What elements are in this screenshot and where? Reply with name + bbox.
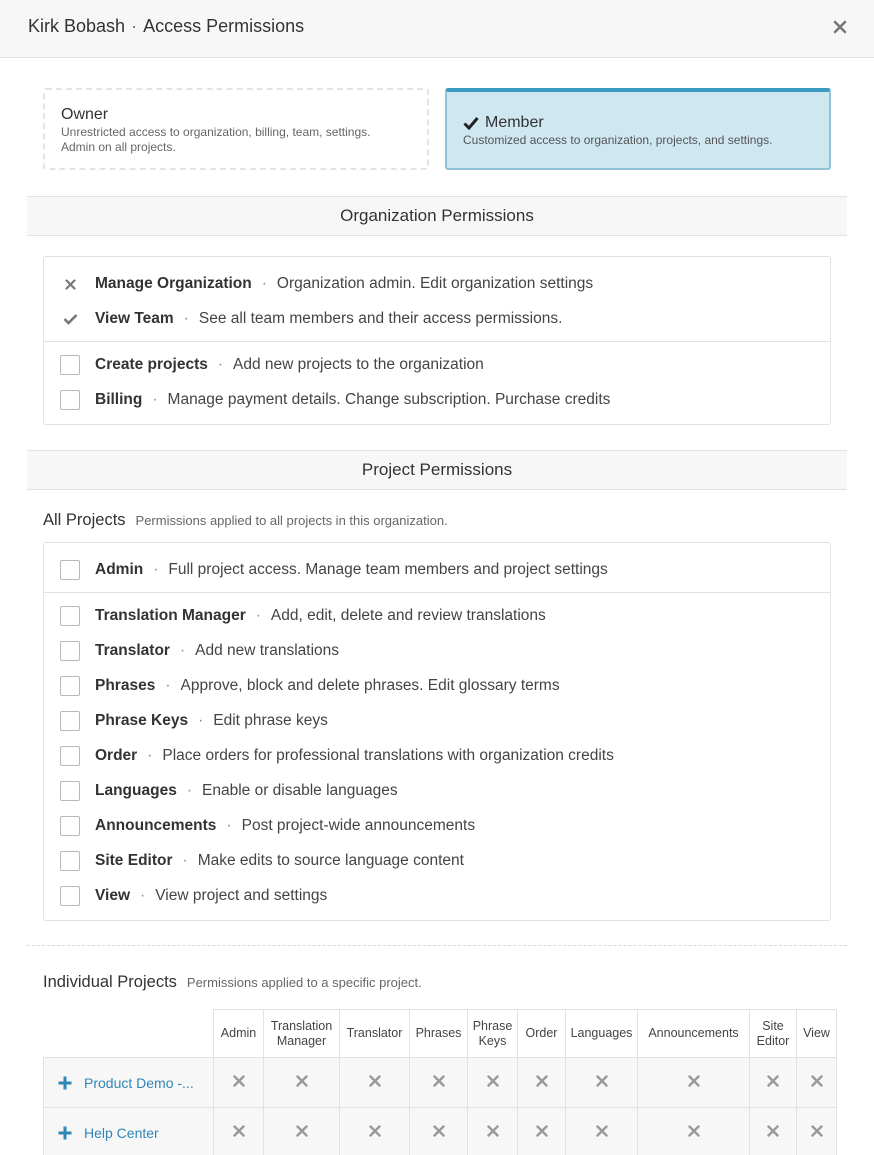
perm-name: View [95, 887, 131, 904]
perm-order [60, 745, 614, 767]
x-toggle-icon[interactable] [486, 1074, 500, 1088]
project-link[interactable] [58, 1075, 213, 1091]
col-label: Announcements [648, 1026, 739, 1040]
role-member-name: Member [485, 114, 544, 131]
x-toggle-icon[interactable] [595, 1074, 609, 1088]
plus-icon[interactable] [58, 1126, 72, 1140]
x-toggle-icon[interactable] [535, 1124, 549, 1138]
perm-translation-manager [60, 605, 546, 627]
table-row [44, 1058, 837, 1108]
permission-cell [410, 1058, 468, 1108]
admin-checkbox[interactable] [60, 560, 80, 580]
perm-announcements [60, 815, 475, 837]
permission-cell [797, 1058, 837, 1108]
phrase-keys-checkbox[interactable] [60, 711, 80, 731]
perm-name: Admin [95, 561, 144, 578]
perm-desc: Organization admin. Edit organization settings [276, 275, 594, 292]
role-owner-desc-line1: Unrestricted access to organization, billing, team, settings. [61, 125, 371, 139]
translator-checkbox[interactable] [60, 641, 80, 661]
denied-x-icon [60, 274, 80, 294]
user-name: Kirk Bobash [28, 16, 126, 36]
permission-cell [566, 1058, 638, 1108]
x-toggle-icon[interactable] [687, 1124, 701, 1138]
individual-projects-subheading [43, 973, 422, 992]
permission-cell [214, 1108, 264, 1155]
translation-manager-checkbox[interactable] [60, 606, 80, 626]
site-editor-checkbox[interactable] [60, 851, 80, 871]
individual-projects-table [43, 1009, 837, 1155]
all-projects-subheading [43, 511, 448, 530]
x-toggle-icon[interactable] [368, 1124, 382, 1138]
permission-cell [750, 1108, 797, 1155]
order-checkbox[interactable] [60, 746, 80, 766]
perm-separator: · [198, 712, 204, 729]
close-icon[interactable] [833, 20, 847, 34]
plus-icon[interactable] [58, 1076, 72, 1090]
perm-admin [60, 559, 608, 581]
col-label: Manager [276, 1033, 327, 1048]
x-toggle-icon[interactable] [295, 1074, 309, 1088]
project-link[interactable] [58, 1125, 213, 1141]
col-phrases [410, 1010, 468, 1058]
modal-header [0, 0, 874, 58]
project-name-cell [44, 1058, 214, 1108]
project-name[interactable]: Help Center [84, 1124, 159, 1141]
individual-projects-desc: Permissions applied to a specific project. [186, 975, 422, 990]
perm-separator: · [217, 356, 224, 373]
col-label: Translation [270, 1018, 333, 1033]
permission-cell [410, 1108, 468, 1155]
perm-desc: See all team members and their access permissions. [198, 310, 563, 327]
col-label: Phrases [415, 1026, 462, 1040]
org-permissions-box [43, 256, 831, 425]
col-label: Site [762, 1018, 784, 1033]
checkmark-icon [463, 116, 479, 130]
perm-name: Phrase Keys [95, 712, 189, 729]
x-toggle-icon[interactable] [432, 1074, 446, 1088]
perm-name: Site Editor [95, 852, 173, 869]
col-phrase-keys [468, 1010, 518, 1058]
perm-name: Order [95, 747, 138, 764]
title-separator: · [131, 16, 138, 36]
col-label: Editor [756, 1033, 790, 1048]
col-view [797, 1010, 837, 1058]
billing-checkbox[interactable] [60, 390, 80, 410]
perm-billing [60, 389, 610, 411]
x-toggle-icon[interactable] [486, 1124, 500, 1138]
announcements-checkbox[interactable] [60, 816, 80, 836]
x-toggle-icon[interactable] [595, 1124, 609, 1138]
permission-cell [638, 1058, 750, 1108]
perm-separator: · [140, 887, 146, 904]
permission-cell [264, 1058, 340, 1108]
perm-languages [60, 780, 398, 802]
perm-desc: Make edits to source language content [197, 852, 464, 869]
permission-cell [340, 1058, 410, 1108]
all-projects-box [43, 542, 831, 921]
perm-translator [60, 640, 339, 662]
col-translation-manager [264, 1010, 340, 1058]
perm-desc: Add, edit, delete and review translations [270, 607, 546, 624]
col-label: Admin [220, 1026, 257, 1040]
perm-separator: · [153, 561, 159, 578]
perm-separator: · [147, 747, 153, 764]
all-projects-title: All Projects [43, 511, 126, 529]
org-permissions-heading: Organization Permissions [27, 196, 847, 236]
col-languages [566, 1010, 638, 1058]
perm-name: Announcements [95, 817, 217, 834]
permission-cell [214, 1058, 264, 1108]
project-name-cell [44, 1108, 214, 1155]
permission-cell [750, 1058, 797, 1108]
perm-desc: Edit phrase keys [213, 712, 328, 729]
perm-desc: Manage payment details. Change subscription. Purchase credits [167, 391, 611, 408]
perm-name: Translator [95, 642, 170, 659]
perm-separator: · [226, 817, 232, 834]
permission-cell [264, 1108, 340, 1155]
col-translator [340, 1010, 410, 1058]
col-label: Translator [346, 1026, 403, 1040]
perm-separator: · [186, 782, 192, 799]
x-toggle-icon[interactable] [535, 1074, 549, 1088]
col-label: View [803, 1026, 830, 1040]
create-projects-checkbox[interactable] [60, 355, 80, 375]
perm-desc: Add new translations [195, 642, 340, 659]
perm-separator: · [165, 677, 171, 694]
perm-separator: · [183, 310, 189, 327]
perm-desc: Place orders for professional translations with organization credits [162, 747, 614, 764]
col-site-editor [750, 1010, 797, 1058]
table-header-row [44, 1010, 837, 1058]
project-permissions-heading: Project Permissions [27, 450, 847, 490]
perm-desc: Add new projects to the organization [233, 356, 484, 373]
divider [44, 592, 830, 593]
perm-site-editor [60, 850, 464, 872]
project-name[interactable]: Product Demo -... [84, 1074, 194, 1091]
permission-cell [797, 1108, 837, 1155]
permission-cell [566, 1108, 638, 1155]
page-title: Access Permissions [143, 16, 305, 36]
permission-cell [340, 1108, 410, 1155]
permission-cell [638, 1108, 750, 1155]
perm-manage-organization [60, 273, 593, 295]
x-toggle-icon[interactable] [368, 1074, 382, 1088]
col-announcements [638, 1010, 750, 1058]
role-owner-desc [61, 125, 411, 155]
col-label: Keys [478, 1033, 507, 1048]
x-toggle-icon[interactable] [766, 1074, 780, 1088]
perm-separator: · [261, 275, 267, 292]
perm-phrase-keys [60, 710, 328, 732]
perm-name: Languages [95, 782, 177, 799]
col-order [518, 1010, 566, 1058]
perm-name: Billing [95, 391, 143, 408]
perm-phrases [60, 675, 560, 697]
languages-checkbox[interactable] [60, 781, 80, 801]
x-toggle-icon[interactable] [432, 1124, 446, 1138]
all-projects-desc: Permissions applied to all projects in this organization. [135, 513, 448, 528]
x-toggle-icon[interactable] [810, 1124, 824, 1138]
col-label: Languages [570, 1026, 633, 1040]
divider [44, 341, 830, 342]
perm-create-projects [60, 354, 484, 376]
section-divider [27, 945, 847, 946]
x-toggle-icon[interactable] [295, 1124, 309, 1138]
granted-check-icon [60, 309, 80, 329]
perm-separator: · [255, 607, 261, 624]
role-owner-card[interactable] [43, 88, 429, 170]
perm-name: Translation Manager [95, 607, 246, 624]
permission-cell [468, 1108, 518, 1155]
individual-projects-title: Individual Projects [43, 973, 177, 991]
perm-name: Manage Organization [95, 275, 252, 292]
permission-cell [518, 1058, 566, 1108]
x-toggle-icon[interactable] [766, 1124, 780, 1138]
perm-desc: Enable or disable languages [202, 782, 398, 799]
permission-cell [518, 1108, 566, 1155]
col-label: Order [525, 1026, 558, 1040]
perm-desc: Approve, block and delete phrases. Edit glossary terms [180, 677, 560, 694]
perm-separator: · [152, 391, 158, 408]
perm-name: Create projects [95, 356, 208, 373]
perm-separator: · [182, 852, 188, 869]
perm-desc: Post project-wide announcements [241, 817, 476, 834]
role-member-title [463, 114, 813, 132]
role-owner-desc-line2: Admin on all projects. [61, 140, 176, 154]
col-admin [214, 1010, 264, 1058]
x-toggle-icon[interactable] [810, 1074, 824, 1088]
modal-title [28, 16, 304, 37]
perm-view-team [60, 308, 562, 330]
role-owner-name: Owner [61, 106, 109, 123]
x-toggle-icon[interactable] [232, 1124, 246, 1138]
permission-cell [468, 1058, 518, 1108]
close-button[interactable] [832, 17, 848, 37]
view-checkbox[interactable] [60, 886, 80, 906]
table-header-blank [44, 1010, 214, 1058]
perm-desc: Full project access. Manage team members and project settings [168, 561, 608, 578]
perm-desc: View project and settings [155, 887, 328, 904]
perm-name: Phrases [95, 677, 156, 694]
table-row [44, 1108, 837, 1155]
role-member-desc: Customized access to organization, projects, and settings. [463, 133, 773, 147]
phrases-checkbox[interactable] [60, 676, 80, 696]
role-member-card[interactable] [445, 88, 831, 170]
perm-separator: · [179, 642, 186, 659]
col-label: Phrase [472, 1018, 513, 1033]
perm-view [60, 885, 327, 907]
perm-name: View Team [95, 310, 174, 327]
x-toggle-icon[interactable] [232, 1074, 246, 1088]
x-toggle-icon[interactable] [687, 1074, 701, 1088]
